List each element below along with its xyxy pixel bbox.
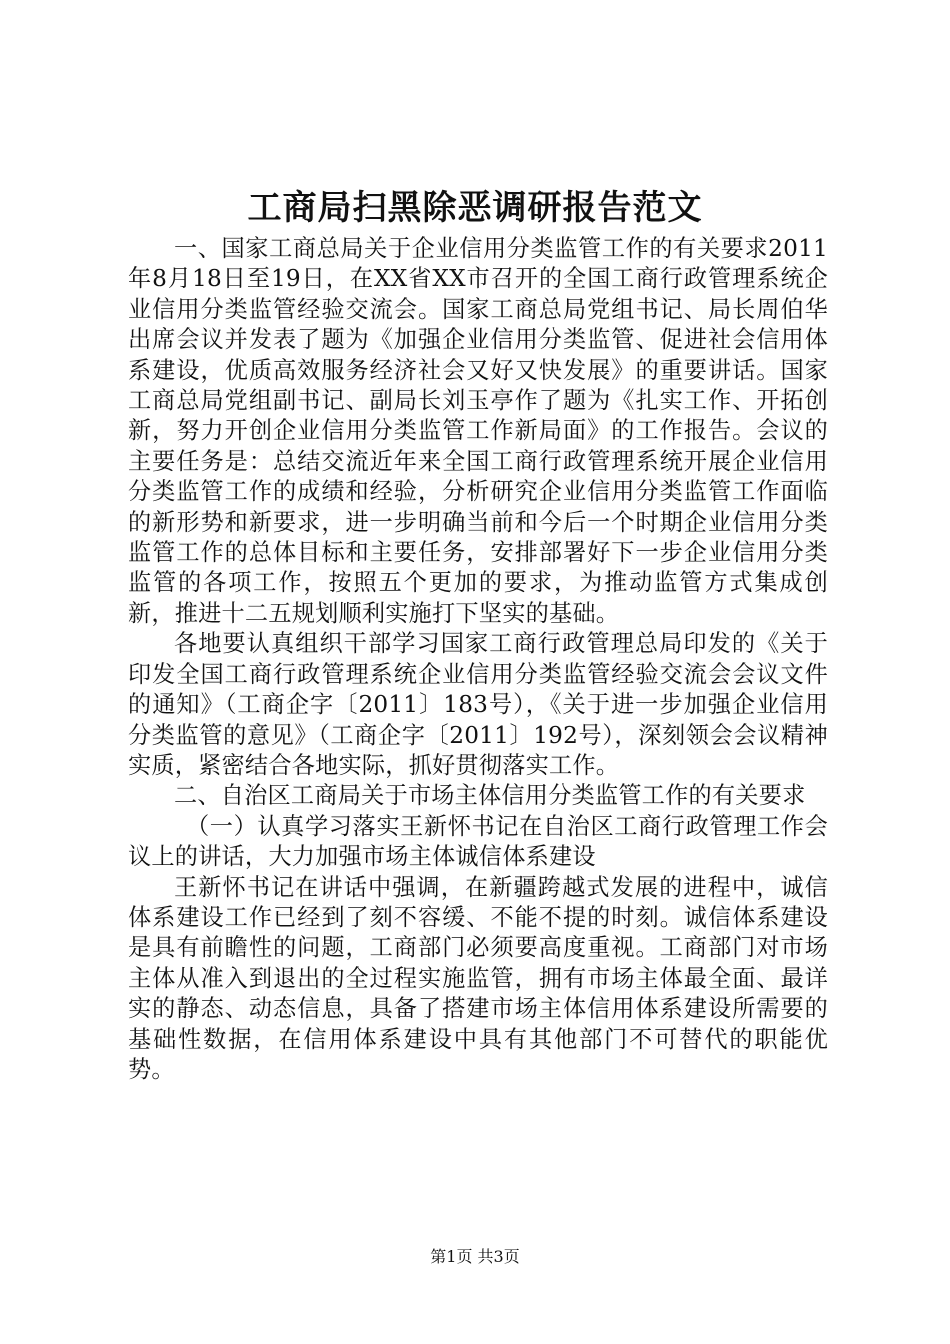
paragraph-section-two-heading: 二、自治区工商局关于市场主体信用分类监管工作的有关要求: [174, 782, 806, 810]
document-title: 工商局扫黑除恶调研报告范文: [247, 188, 703, 228]
page-footer: 第1页 共3页: [430, 1247, 520, 1266]
paragraph-section-one: 一、国家工商总局关于企业信用分类监管工作的有关要求2011年8月18日至19日，在XX省XX市召开的全国工商行政管理系统企业信用分类监管经验交流会。国家工商总局党组书记、局长周伯华出席会议并发表了题为《加强企业信用分类监管、促进社会信用体系建设，优质高效服务经济社会又好又快发展》的重要讲话。国家工商总局党组副书记、副局长刘玉亭作了题为《扎实工作、开拓创新，努力开创企业信用分类监管工作新局面》的工作报告。会议的主要任务是：总结交流近年来全国工商行政管理系统开展企业信用分类监管工作的成绩和经验，分析研究企业信用分类监管工作面临的新形势和新要求，进一步明确当前和今后一个时期企业信用分类监管工作的总体目标和主要任务，安排部署好下一步企业信用分类监管的各项工作，按照五个更加的要求，为推动监管方式集成创新，推进十二五规划顺利实施打下坚实的基础。: [128, 235, 828, 627]
paragraph-study-requirements: 各地要认真组织干部学习国家工商行政管理总局印发的《关于印发全国工商行政管理系统企业信用分类监管经验交流会会议文件的通知》（工商企字〔2011〕183号），《关于进一步加强企业信用分类监管的意见》（工商企字〔2011〕192号），深刻领会会议精神实质，紧密结合各地实际，抓好贯彻落实工作。: [128, 630, 828, 779]
paragraph-speech-summary: 王新怀书记在讲话中强调，在新疆跨越式发展的进程中，诚信体系建设工作已经到了刻不容缓、不能不提的时刻。诚信体系建设是具有前瞻性的问题，工商部门必须要高度重视。工商部门对市场主体从准入到退出的全过程实施监管，拥有市场主体最全面、最详实的静态、动态信息，具备了搭建市场主体信用体系建设所需要的基础性数据，在信用体系建设中具有其他部门不可替代的职能优势。: [128, 873, 828, 1083]
document-body: [128, 234, 828, 1085]
paragraph-subsection-one-heading: （一）认真学习落实王新怀书记在自治区工商行政管理工作会议上的讲话，大力加强市场主体诚信体系建设: [128, 812, 828, 871]
